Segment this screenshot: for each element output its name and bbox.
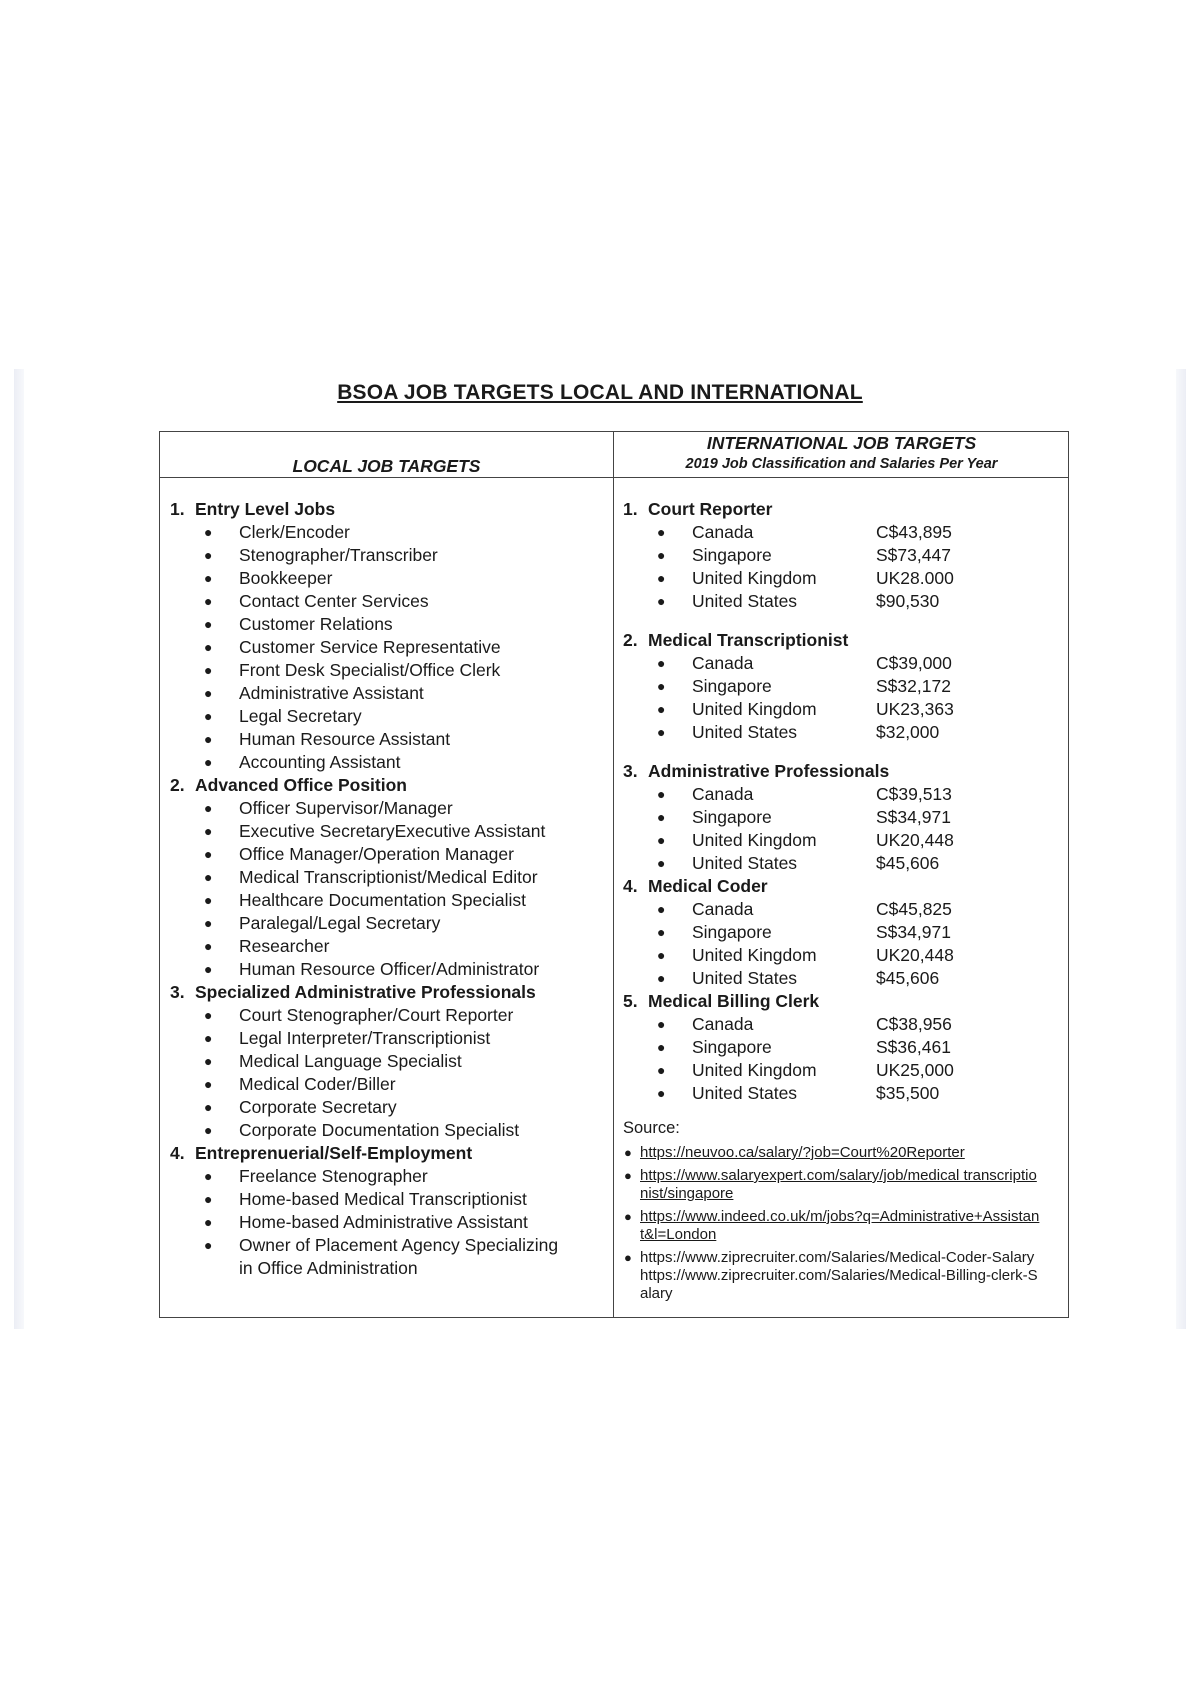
job-title: Human Resource Assistant: [239, 729, 451, 749]
bullet-icon: ●: [657, 970, 666, 986]
list-item: [170, 866, 610, 889]
country-name: United States: [692, 853, 798, 873]
list-item: [170, 1211, 610, 1234]
local-header: LOCAL JOB TARGETS: [292, 456, 481, 476]
list-item: [170, 797, 610, 820]
job-title: Medical Coder/Biller: [239, 1074, 396, 1094]
salary-value: C$39,513: [876, 784, 952, 804]
salary-row: [623, 921, 1063, 944]
list-item: [170, 728, 610, 751]
bullet-icon: ●: [657, 901, 666, 917]
salary-row: [623, 521, 1063, 544]
bullet-icon: ●: [204, 593, 213, 609]
source-link[interactable]: https://www.indeed.co.uk/m/jobs?q=Administrative+Assistant&l=London: [640, 1208, 1040, 1243]
bullet-icon: ●: [657, 855, 666, 871]
category-number: 4.: [170, 1143, 185, 1163]
category-title: Specialized Administrative Professionals: [195, 982, 536, 1002]
bullet-icon: ●: [204, 1030, 213, 1046]
group-spacer: [623, 744, 1063, 760]
list-item: [170, 1050, 610, 1073]
job-title: Contact Center Services: [239, 591, 429, 611]
bullet-icon: ●: [204, 1099, 213, 1115]
salary-value: UK23,363: [876, 699, 954, 719]
local-category: [170, 1142, 610, 1165]
bullet-icon: ●: [204, 800, 213, 816]
bullet-icon: ●: [657, 593, 666, 609]
salary-value: C$43,895: [876, 522, 952, 542]
international-header: INTERNATIONAL JOB TARGETS: [706, 433, 977, 453]
bullet-icon: ●: [624, 1209, 632, 1224]
bullet-icon: ●: [204, 892, 213, 908]
country-name: Singapore: [692, 807, 772, 827]
source-label: Source:: [623, 1119, 680, 1137]
list-item: [170, 705, 610, 728]
list-item: [170, 958, 610, 981]
job-title: Healthcare Documentation Specialist: [239, 890, 526, 910]
bullet-icon: ●: [204, 685, 213, 701]
category-number: 2.: [623, 630, 638, 650]
salary-row: [623, 783, 1063, 806]
bullet-icon: ●: [624, 1250, 632, 1265]
list-item: [170, 1027, 610, 1050]
bullet-icon: ●: [657, 724, 666, 740]
bullet-icon: ●: [204, 915, 213, 931]
job-title: Accounting Assistant: [239, 752, 401, 772]
category-number: 3.: [623, 761, 638, 781]
local-category: [170, 774, 610, 797]
category-number: 2.: [170, 775, 185, 795]
salary-value: UK20,448: [876, 830, 954, 850]
job-title: Freelance Stenographer: [239, 1166, 428, 1186]
salary-row: [623, 698, 1063, 721]
job-title: Customer Relations: [239, 614, 393, 634]
country-name: Canada: [692, 1014, 754, 1034]
bullet-icon: ●: [657, 701, 666, 717]
job-title: Corporate Documentation Specialist: [239, 1120, 520, 1140]
list-item: [170, 1004, 610, 1027]
salary-row: [623, 1082, 1063, 1105]
job-targets-table: [159, 431, 1069, 1318]
category-title: Entreprenuerial/Self-Employment: [195, 1143, 473, 1163]
country-name: Singapore: [692, 922, 772, 942]
salary-value: UK20,448: [876, 945, 954, 965]
bullet-icon: ●: [204, 1237, 213, 1253]
bullet-icon: ●: [624, 1145, 632, 1160]
country-name: United States: [692, 1083, 798, 1103]
bullet-icon: ●: [204, 1076, 213, 1092]
job-title: Officer Supervisor/Manager: [239, 798, 453, 818]
source-link-item: [623, 1144, 1040, 1162]
list-item: [170, 659, 610, 682]
country-name: United Kingdom: [692, 1060, 817, 1080]
country-name: United Kingdom: [692, 945, 817, 965]
country-name: Singapore: [692, 545, 772, 565]
group-spacer: [623, 613, 1063, 629]
salary-value: S$36,461: [876, 1037, 951, 1057]
document-title: BSOA JOB TARGETS LOCAL AND INTERNATIONAL: [337, 381, 863, 404]
salary-value: S$34,971: [876, 922, 951, 942]
category-number: 3.: [170, 982, 185, 1002]
salary-value: $35,500: [876, 1083, 940, 1103]
local-column: [170, 498, 610, 1280]
list-item: [170, 1188, 610, 1211]
bullet-icon: ●: [657, 655, 666, 671]
salary-value: $90,530: [876, 591, 940, 611]
category-title: Advanced Office Position: [195, 775, 407, 795]
source-link-item: [623, 1208, 1040, 1244]
bullet-icon: ●: [657, 1016, 666, 1032]
job-title: Medical Language Specialist: [239, 1051, 462, 1071]
job-title: Front Desk Specialist/Office Clerk: [239, 660, 501, 680]
bullet-icon: ●: [204, 754, 213, 770]
salary-row: [623, 1059, 1063, 1082]
bullet-icon: ●: [204, 1191, 213, 1207]
bullet-icon: ●: [204, 1214, 213, 1230]
bullet-icon: ●: [657, 524, 666, 540]
bullet-icon: ●: [657, 678, 666, 694]
bullet-icon: ●: [204, 731, 213, 747]
country-name: Canada: [692, 653, 754, 673]
list-item: [170, 590, 610, 613]
bullet-icon: ●: [657, 1062, 666, 1078]
list-item: [170, 567, 610, 590]
bullet-icon: ●: [204, 1007, 213, 1023]
category-number: 1.: [170, 499, 185, 519]
salary-row: [623, 1013, 1063, 1036]
local-category: [170, 981, 610, 1004]
salary-row: [623, 675, 1063, 698]
list-item: [170, 751, 610, 774]
category-number: 1.: [623, 499, 638, 519]
bullet-icon: ●: [204, 662, 213, 678]
category-number: 5.: [623, 991, 638, 1011]
list-item: [170, 613, 610, 636]
salary-value: C$39,000: [876, 653, 952, 673]
job-title: Researcher: [239, 936, 330, 956]
salary-value: $45,606: [876, 968, 940, 988]
international-column: [623, 498, 1063, 1303]
job-title: Human Resource Officer/Administrator: [239, 959, 540, 979]
page-edge-left: [14, 369, 24, 1329]
list-item: [170, 682, 610, 705]
bullet-icon: ●: [657, 570, 666, 586]
salary-value: C$45,825: [876, 899, 952, 919]
page-edge-right: [1176, 369, 1186, 1329]
job-title: Legal Secretary: [239, 706, 362, 726]
salary-value: $45,606: [876, 853, 940, 873]
bullet-icon: ●: [204, 1122, 213, 1138]
list-item: [170, 544, 610, 567]
job-title: Court Stenographer/Court Reporter: [239, 1005, 514, 1025]
salary-row: [623, 806, 1063, 829]
category-number: 4.: [623, 876, 638, 896]
salary-row: [623, 544, 1063, 567]
salary-row: [623, 721, 1063, 744]
list-item: [170, 912, 610, 935]
bullet-icon: ●: [204, 708, 213, 724]
salary-row: [623, 567, 1063, 590]
country-name: United Kingdom: [692, 568, 817, 588]
country-name: Singapore: [692, 676, 772, 696]
job-title: Bookkeeper: [239, 568, 333, 588]
list-item: [170, 521, 610, 544]
job-title: Administrative Assistant: [239, 683, 424, 703]
source-link-item: [623, 1249, 1040, 1303]
bullet-icon: ●: [204, 1168, 213, 1184]
bullet-icon: ●: [657, 1039, 666, 1055]
list-item: [170, 636, 610, 659]
job-title: Corporate Secretary: [239, 1097, 397, 1117]
international-category: [623, 990, 1063, 1013]
country-name: Canada: [692, 784, 754, 804]
salary-row: [623, 829, 1063, 852]
list-item: [170, 1234, 610, 1280]
international-subheader: 2019 Job Classification and Salaries Per Year: [685, 456, 998, 472]
salary-row: [623, 898, 1063, 921]
job-title: Medical Transcriptionist/Medical Editor: [239, 867, 538, 887]
source-link[interactable]: https://www.salaryexpert.com/salary/job/medical transcriptionist/singapore: [640, 1167, 1037, 1202]
bullet-icon: ●: [204, 846, 213, 862]
category-title: Court Reporter: [648, 499, 773, 519]
list-item: [170, 889, 610, 912]
job-title: Owner of Placement Agency Specializing in Office Administration: [239, 1235, 559, 1278]
category-title: Administrative Professionals: [648, 761, 890, 781]
international-category: [623, 629, 1063, 652]
bullet-icon: ●: [204, 823, 213, 839]
country-name: Canada: [692, 899, 754, 919]
bullet-icon: ●: [204, 524, 213, 540]
job-title: Stenographer/Transcriber: [239, 545, 438, 565]
country-name: United Kingdom: [692, 699, 817, 719]
international-category: [623, 875, 1063, 898]
category-title: Medical Coder: [648, 876, 768, 896]
salary-value: S$32,172: [876, 676, 951, 696]
country-name: United States: [692, 591, 798, 611]
salary-value: UK28.000: [876, 568, 954, 588]
job-title: Legal Interpreter/Transcriptionist: [239, 1028, 491, 1048]
list-item: [170, 820, 610, 843]
bullet-icon: ●: [204, 869, 213, 885]
bullet-icon: ●: [657, 947, 666, 963]
list-item: [170, 935, 610, 958]
salary-value: UK25,000: [876, 1060, 954, 1080]
category-title: Medical Transcriptionist: [648, 630, 849, 650]
international-category: [623, 498, 1063, 521]
bullet-icon: ●: [204, 1053, 213, 1069]
job-title: Home-based Administrative Assistant: [239, 1212, 528, 1232]
source-link[interactable]: https://neuvoo.ca/salary/?job=Court%20Reporter: [640, 1144, 965, 1161]
salary-value: S$73,447: [876, 545, 951, 565]
salary-value: $32,000: [876, 722, 940, 742]
salary-row: [623, 852, 1063, 875]
salary-value: S$34,971: [876, 807, 951, 827]
salary-row: [623, 967, 1063, 990]
bullet-icon: ●: [657, 786, 666, 802]
country-name: United States: [692, 968, 798, 988]
salary-row: [623, 944, 1063, 967]
job-title: Clerk/Encoder: [239, 522, 350, 542]
bullet-icon: ●: [624, 1168, 632, 1183]
list-item: [170, 1073, 610, 1096]
bullet-icon: ●: [657, 1085, 666, 1101]
category-title: Medical Billing Clerk: [648, 991, 820, 1011]
country-name: United Kingdom: [692, 830, 817, 850]
job-title: Office Manager/Operation Manager: [239, 844, 514, 864]
job-title: Executive SecretaryExecutive Assistant: [239, 821, 546, 841]
bullet-icon: ●: [204, 570, 213, 586]
local-category: [170, 498, 610, 521]
country-name: Canada: [692, 522, 754, 542]
list-item: [170, 843, 610, 866]
category-title: Entry Level Jobs: [195, 499, 336, 519]
bullet-icon: ●: [657, 547, 666, 563]
bullet-icon: ●: [204, 547, 213, 563]
source-link-item: [623, 1167, 1040, 1203]
salary-row: [623, 652, 1063, 675]
bullet-icon: ●: [204, 616, 213, 632]
job-title: Paralegal/Legal Secretary: [239, 913, 441, 933]
bullet-icon: ●: [204, 639, 213, 655]
country-name: Singapore: [692, 1037, 772, 1057]
list-item: [170, 1119, 610, 1142]
bullet-icon: ●: [657, 809, 666, 825]
source-link[interactable]: https://www.ziprecruiter.com/Salaries/Medical-Coder-Salaryhttps://www.ziprecruiter.com/Salaries/Medical-Billing-clerk-Salary: [640, 1249, 1038, 1302]
bullet-icon: ●: [657, 924, 666, 940]
header-divider: [160, 477, 1068, 478]
bullet-icon: ●: [204, 938, 213, 954]
job-title: Customer Service Representative: [239, 637, 501, 657]
bullet-icon: ●: [204, 961, 213, 977]
job-title: Home-based Medical Transcriptionist: [239, 1189, 527, 1209]
salary-value: C$38,956: [876, 1014, 952, 1034]
column-divider: [613, 432, 614, 1317]
salary-row: [623, 590, 1063, 613]
salary-row: [623, 1036, 1063, 1059]
list-item: [170, 1165, 610, 1188]
bullet-icon: ●: [657, 832, 666, 848]
international-category: [623, 760, 1063, 783]
country-name: United States: [692, 722, 798, 742]
list-item: [170, 1096, 610, 1119]
